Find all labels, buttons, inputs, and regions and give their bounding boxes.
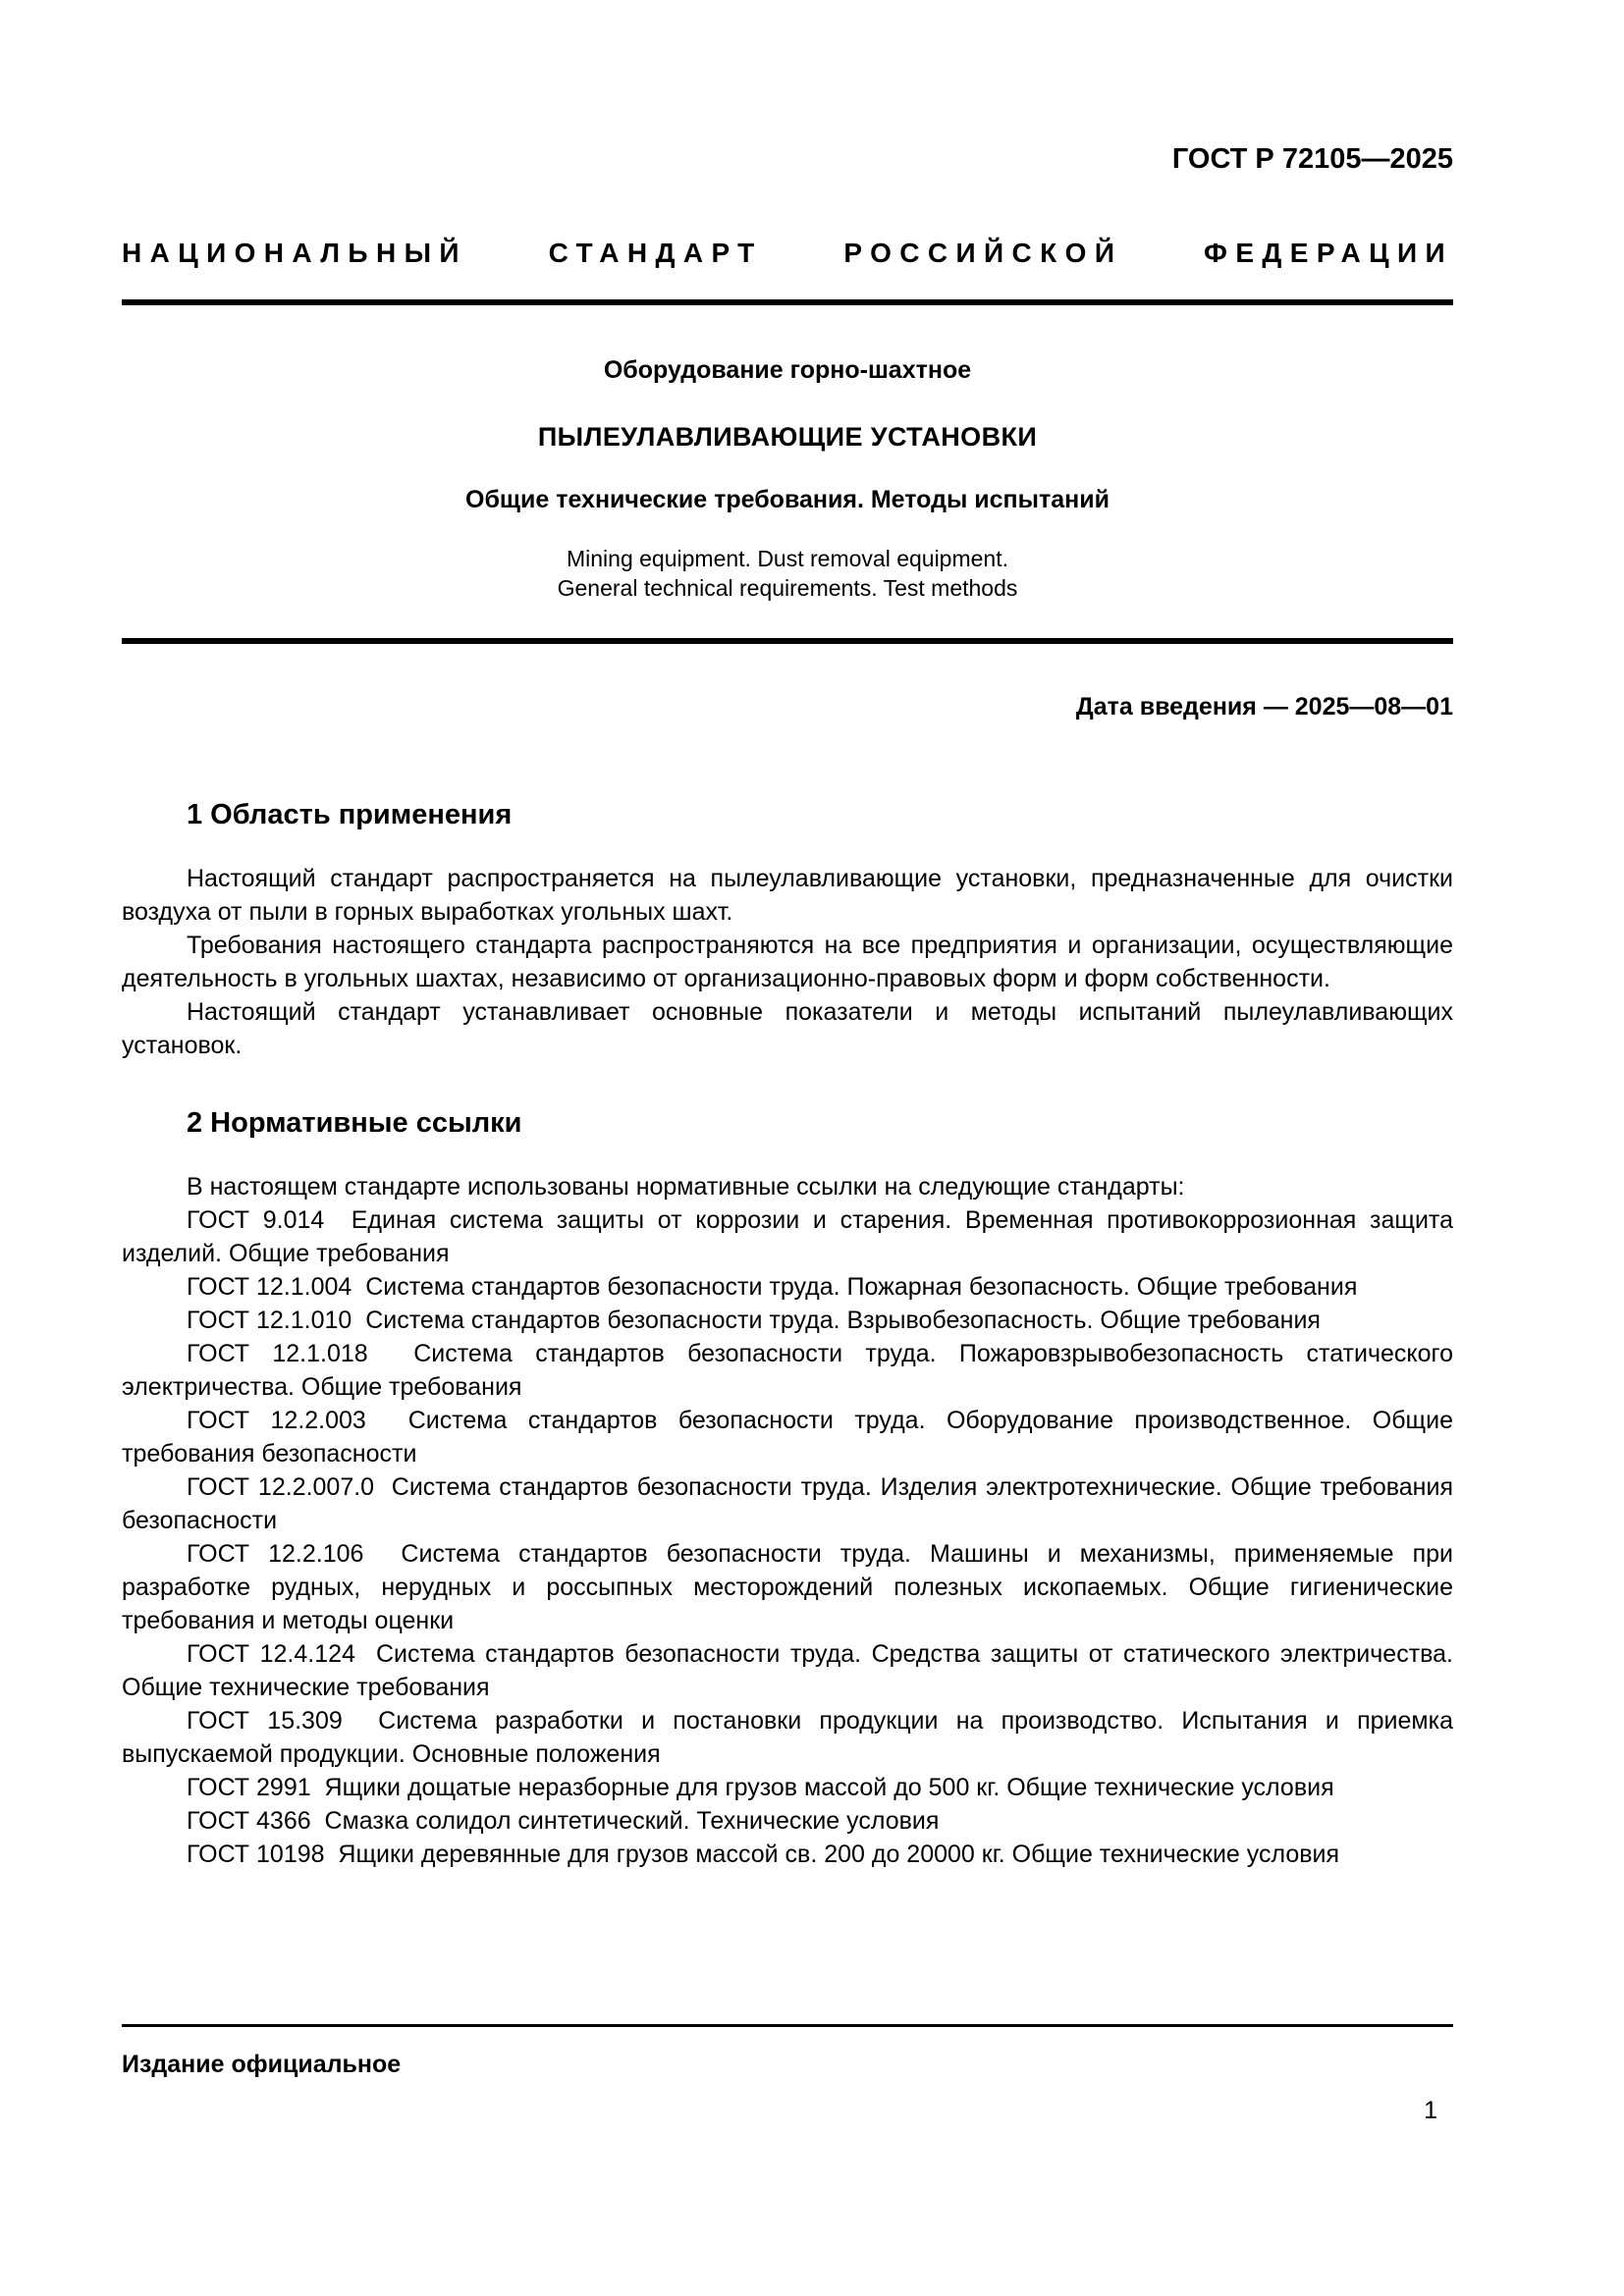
gost-reference: ГОСТ 12.1.004 Система стандартов безопасности труда. Пожарная безопасность. Общие требования — [187, 1273, 1358, 1301]
footer-divider — [122, 2024, 1453, 2027]
paragraph: Требования настоящего стандарта распространяются на все предприятия и организации, осуществляющие деятельность в угольных шахтах, независимо от организационно-правовых форм и форм собственности. — [122, 932, 1453, 992]
doc-number: ГОСТ Р 72105—2025 — [1171, 143, 1453, 175]
gost-reference: ГОСТ 15.309 Система разработки и постановки продукции на производство. Испытания и приемка выпускаемой продукции. Основные положения — [122, 1707, 1453, 1768]
section-normative-references — [122, 1105, 1453, 1871]
doc-title-en — [122, 544, 1453, 603]
gost-reference: ГОСТ 12.1.018 Система стандартов безопасности труда. Пожаровзрывобезопасность статического электричества. Общие требования — [122, 1340, 1453, 1401]
gost-reference: ГОСТ 2991 Ящики дощатые неразборные для грузов массой до 500 кг. Общие технические условия — [187, 1774, 1334, 1801]
doc-subtitle: Общие технические требования. Методы испытаний — [465, 486, 1110, 513]
title-divider — [122, 638, 1453, 644]
section-2-heading: 2 Нормативные ссылки — [187, 1107, 522, 1139]
doc-title-en-line2: General technical requirements. Test methods — [557, 575, 1018, 601]
intro-date: Дата введения — 2025—08—01 — [1075, 693, 1453, 721]
section-1-heading: 1 Область применения — [187, 799, 513, 830]
paragraph: Настоящий стандарт распространяется на пылеулавливающие установки, предназначенные для очистки воздуха от пыли в горных выработках угольных шахт. — [122, 865, 1453, 926]
section-scope — [122, 797, 1453, 1062]
header-divider — [122, 299, 1453, 305]
paragraph: В настоящем стандарте использованы нормативные ссылки на следующие стандарты: — [187, 1173, 1185, 1201]
doc-title-en-line1: Mining equipment. Dust removal equipment. — [566, 546, 1008, 571]
page-footer — [122, 2024, 1453, 2080]
page-number: 1 — [1424, 2097, 1437, 2124]
doc-title: ПЫЛЕУЛАВЛИВАЮЩИЕ УСТАНОВКИ — [537, 422, 1038, 452]
gost-reference: ГОСТ 12.1.010 Система стандартов безопасности труда. Взрывобезопасность. Общие требования — [187, 1307, 1321, 1334]
paragraph: Настоящий стандарт устанавливает основные показатели и методы испытаний пылеулавливающих установок. — [122, 998, 1453, 1059]
standard-designation: НАЦИОНАЛЬНЫЙ СТАНДАРТ РОССИЙСКОЙ ФЕДЕРАЦИИ — [122, 238, 1453, 268]
gost-reference: ГОСТ 12.2.003 Система стандартов безопасности труда. Оборудование производственное. Общие требования безопасности — [122, 1407, 1453, 1468]
gost-reference: ГОСТ 12.2.007.0 Система стандартов безопасности труда. Изделия электротехнические. Общие требования безопасности — [122, 1473, 1453, 1534]
gost-reference: ГОСТ 12.4.124 Система стандартов безопасности труда. Средства защиты от статического электричества. Общие технические требования — [122, 1640, 1453, 1701]
official-edition-note: Издание официальное — [122, 2051, 402, 2078]
title-block — [122, 356, 1453, 603]
gost-reference: ГОСТ 10198 Ящики деревянные для грузов массой св. 200 до 20000 кг. Общие технические условия — [187, 1841, 1340, 1868]
gost-reference: ГОСТ 9.014 Единая система защиты от коррозии и старения. Временная противокоррозионная защита изделий. Общие требования — [122, 1206, 1453, 1267]
gost-reference: ГОСТ 4366 Смазка солидол синтетический. Технические условия — [187, 1807, 940, 1835]
title-group: Оборудование горно-шахтное — [603, 356, 972, 384]
gost-reference: ГОСТ 12.2.106 Система стандартов безопасности труда. Машины и механизмы, применяемые при разработке рудных, нерудных и россыпных месторождений полезных ископаемых. Общие гигиенические требования и методы оценки — [122, 1540, 1453, 1634]
